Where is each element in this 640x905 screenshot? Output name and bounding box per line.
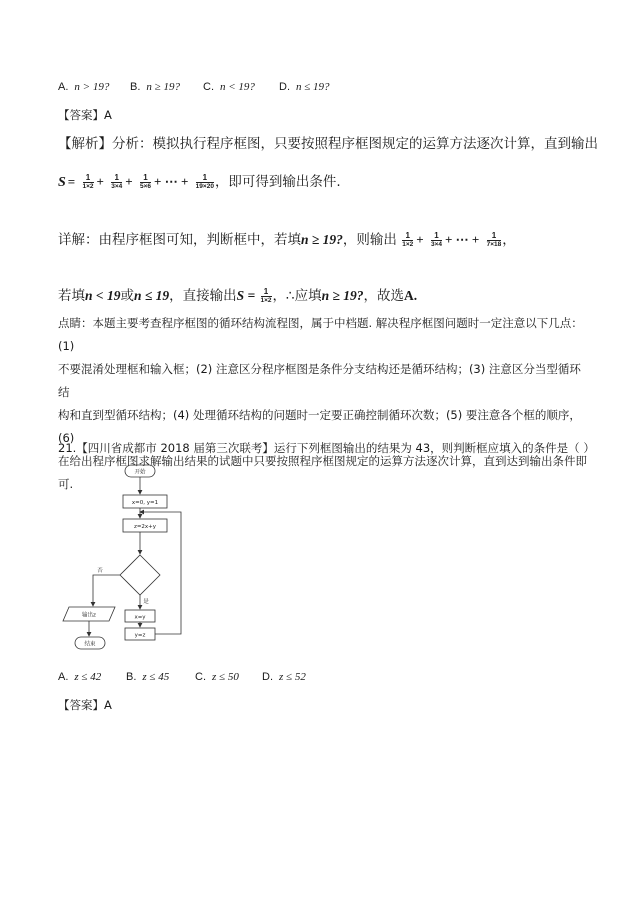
q21-stem: 21.【四川省成都市 2018 届第三次联考】运行下列框图输出的结果为 43，则判断框应填入的条件是（ ） xyxy=(58,441,595,455)
fraction: $\frac{1}{3\times 4}$ xyxy=(111,172,123,190)
fraction: $\frac{1}{19\times 20}$ xyxy=(195,172,214,190)
conclusion-line: 若填n < 19或n ≤ 19，直接输出S = $\frac{1}{1\times 2}$ ，∴应填n ≥ 19?，故选A. xyxy=(58,286,418,304)
flow-calc-label: z=2x+y xyxy=(133,524,157,530)
fraction: $\frac{1}{1\times 2}$ xyxy=(82,172,94,190)
flow-yes-label: 是 xyxy=(143,599,149,605)
detail-line: 详解：由程序框图可知，判断框中，若填n ≥ 19?，则输出 $\frac{1}{1\times 2}$ + $\frac{1}{3\times 4}$ + ⋯ + $\frac{1}{7\times 18}$ ， xyxy=(58,230,516,248)
analysis-line-1: 【解析】分析：模拟执行程序框图，只要按照程序框图规定的运算方法逐次计算，直到输出 xyxy=(58,136,598,152)
fraction: $\frac{1}{1\times 2}$ xyxy=(260,286,272,304)
q21-option-d: D. z ≤ 52 xyxy=(262,671,306,683)
q20-answer: 【答案】A xyxy=(58,108,112,122)
flow-assign-x-label: x=y xyxy=(134,614,146,621)
flow-output-label: 输出z xyxy=(82,612,96,619)
analysis-tag: 【解析】 xyxy=(58,136,112,152)
fraction: $\frac{1}{3\times 4}$ xyxy=(430,230,442,248)
flow-start-label: 开始 xyxy=(134,469,146,476)
flowchart xyxy=(55,460,195,660)
flow-decision-diamond xyxy=(120,555,160,595)
q20-option-a: A. n > 19? xyxy=(58,81,110,93)
fraction: $\frac{1}{1\times 2}$ xyxy=(402,230,414,248)
flow-init-label: x=0, y=1 xyxy=(131,500,159,506)
q21-option-a: A. z ≤ 42 xyxy=(58,671,102,683)
q21-option-b: B. z ≤ 45 xyxy=(126,671,170,683)
comment-paragraph: 点睛：本题主要考查程序框图的循环结构流程图，属于中档题. 解决程序框图问题时一定注意以下几点：(1) 不要混淆处理框和输入框；(2) 注意区分程序框图是条件分支结构还是循环结构；(3) 注意区分当型循环结 构和直到型循环结构；(4) 处理循环结构的问题时一定要正确控制循环次数；(5) 要注意各个框的顺序，(6) 在给出程序框图求解输出结果的试题中只要按照程序框图规定的运算方法逐次计算，直到达到输出条件即可. xyxy=(58,316,587,491)
analysis-formula-s: S = $\frac{1}{1\times 2}$ + $\frac{1}{3\times 4}$ + $\frac{1}{5\times 6}$ + ⋯ + $\frac{1}{19\times 20}$ ，即可得到输出条件. xyxy=(58,172,341,190)
q20-option-d: D. n ≤ 19? xyxy=(279,81,330,93)
fraction: $\frac{1}{5\times 6}$ xyxy=(140,172,152,190)
q20-option-b: B. n ≥ 19? xyxy=(130,81,180,93)
flow-no-label: 否 xyxy=(97,568,103,574)
flow-end-label: 结束 xyxy=(84,641,96,648)
q20-option-c: C. n < 19? xyxy=(203,81,255,93)
q21-answer: 【答案】A xyxy=(58,698,112,712)
fraction: $\frac{1}{7\times 18}$ xyxy=(486,230,502,248)
flow-assign-y-label: y=z xyxy=(134,632,146,639)
q21-option-c: C. z ≤ 50 xyxy=(195,671,239,683)
